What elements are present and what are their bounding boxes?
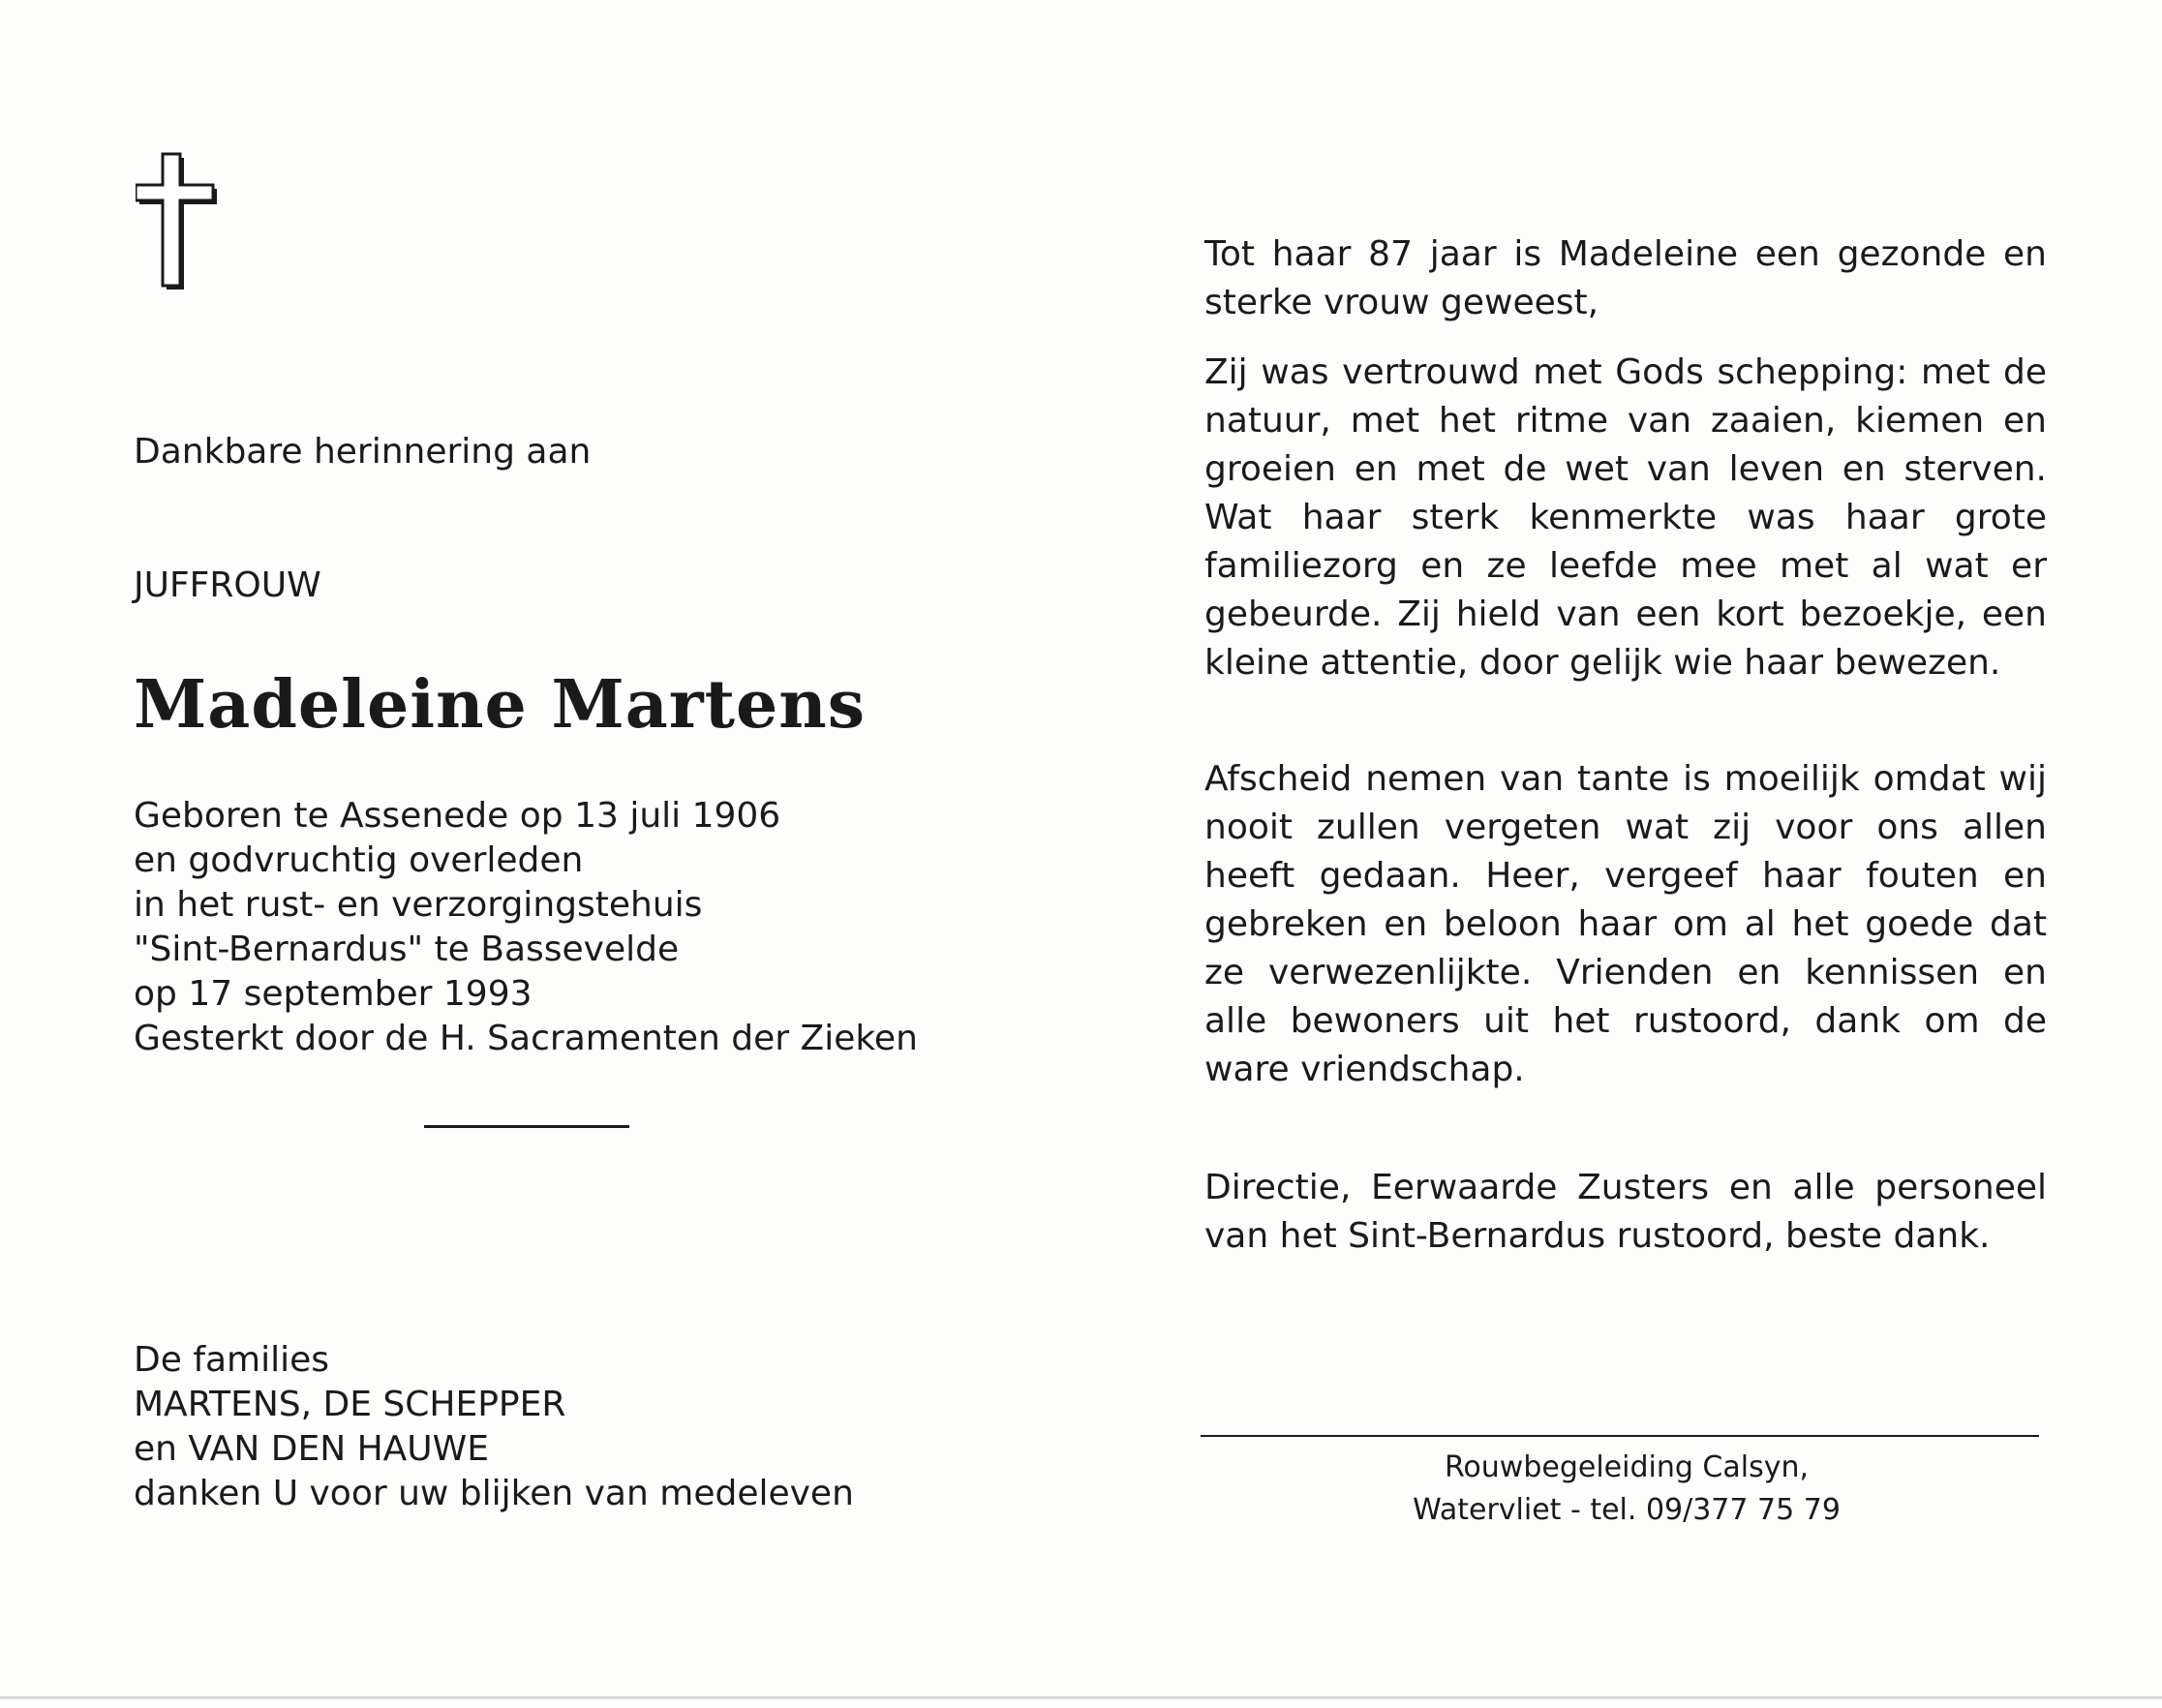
divider	[424, 1125, 629, 1128]
families-line: danken U voor uw blijken van medeleven	[134, 1474, 854, 1513]
detail-line: en godvruchtig overleden	[134, 840, 584, 880]
intro-text: Dankbare herinnering aan	[134, 432, 592, 472]
paragraph: Zij was vertrouwd met Gods schepping: met de natuur, met het ritme van zaaien, kiemen en groeien en met de wet van leven en sterven. Wat haar sterk kenmerkte was haar grote familiezorg en ze leefde mee met al wat er gebeurde. Zij hield van een kort bezoekje, een kleine attentie, door gelijk wie haar bewezen.	[1204, 352, 2047, 683]
detail-line: Geboren te Assenede op 13 juli 1906	[134, 796, 781, 836]
families-line: MARTENS, DE SCHEPPER	[134, 1385, 566, 1424]
paragraph: Afscheid nemen van tante is moeilijk omdat wij nooit zullen vergeten wat zij voor ons allen heeft gedaan. Heer, vergeef haar fouten en gebreken en beloon haar om al het goede dat ze verwezenlijkte. Vrienden en kennissen en alle bewoners uit het rustoord, dank om de ware vriendschap.	[1204, 759, 2047, 1089]
families-line: en VAN DEN HAUWE	[134, 1429, 489, 1469]
detail-line: "Sint-Bernardus" te Bassevelde	[134, 930, 680, 969]
detail-line: Gesterkt door de H. Sacramenten der Zieken	[134, 1019, 918, 1058]
cross-icon	[136, 152, 219, 291]
deceased-name: Madeleine Martens	[134, 666, 867, 744]
paragraph: Directie, Eerwaarde Zusters en alle personeel van het Sint-Bernardus rustoord, beste dank.	[1204, 1168, 2047, 1256]
card-edge	[0, 1696, 2162, 1699]
footer	[1259, 1447, 1995, 1532]
detail-line: op 17 september 1993	[134, 974, 533, 1014]
families-line: De families	[134, 1340, 330, 1380]
title-text: JUFFROUW	[134, 565, 321, 605]
detail-line: in het rust- en verzorgingstehuis	[134, 885, 703, 925]
footer-line: Rouwbegeleiding Calsyn,	[1444, 1450, 1810, 1484]
paragraph: Tot haar 87 jaar is Madeleine een gezonde en sterke vrouw geweest,	[1204, 234, 2047, 322]
footer-divider	[1201, 1435, 2039, 1437]
footer-line: Watervliet - tel. 09/377 75 79	[1413, 1493, 1841, 1527]
